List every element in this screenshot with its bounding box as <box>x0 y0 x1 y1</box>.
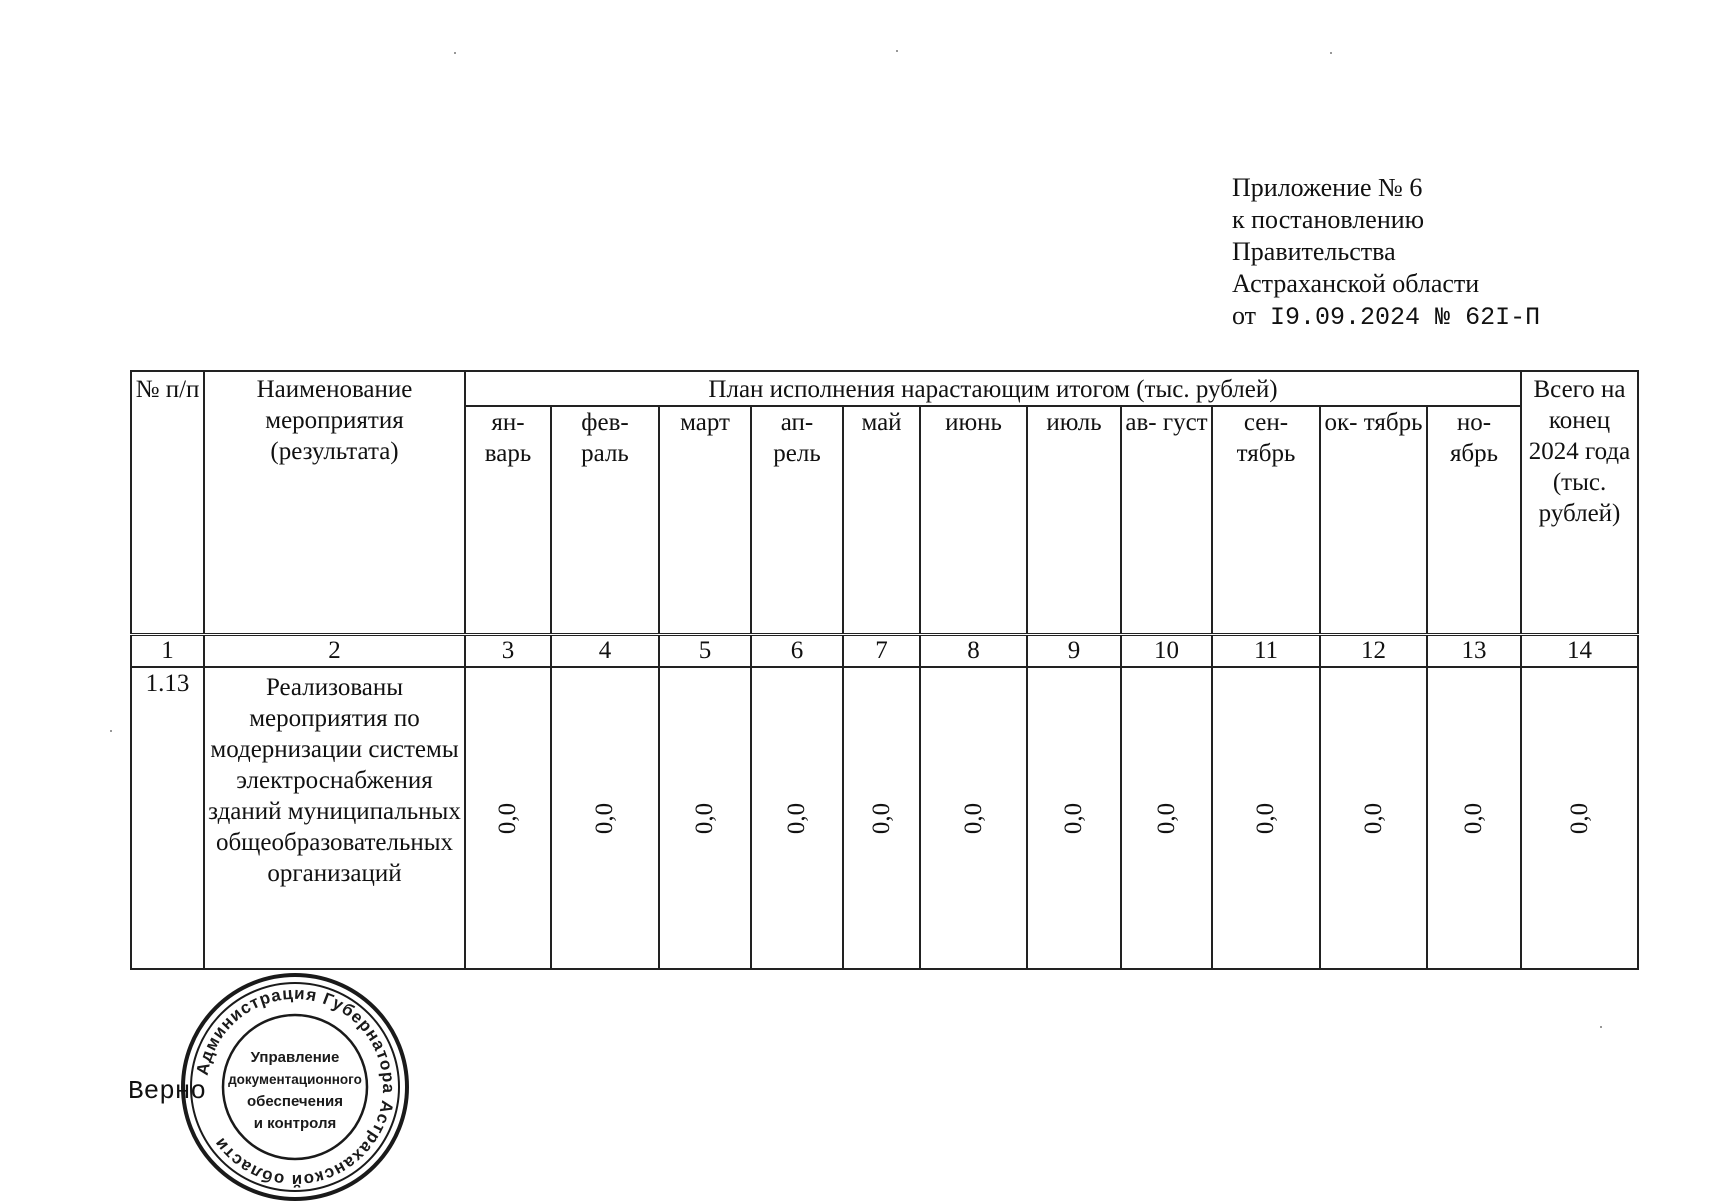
value-cell <box>1427 667 1521 969</box>
plan-table <box>130 370 1639 970</box>
value-text: 0,0 <box>1360 802 1387 834</box>
row-num <box>131 667 204 969</box>
scan-speck <box>1600 1026 1602 1028</box>
scan-speck <box>896 50 898 52</box>
month-label: ап- рель <box>773 409 821 467</box>
column-number-cell: 1 <box>131 635 204 668</box>
header-month-5 <box>920 406 1027 635</box>
month-label: фев- раль <box>581 409 629 467</box>
official-stamp <box>180 972 410 1202</box>
value-cell <box>1027 667 1121 969</box>
value-text: 0,0 <box>868 802 895 834</box>
header-total <box>1521 371 1638 635</box>
value-cell <box>551 667 659 969</box>
column-number-cell: 4 <box>551 635 659 668</box>
header-plan <box>465 371 1521 406</box>
header-month-3 <box>751 406 843 635</box>
value-text: 0,0 <box>783 802 811 834</box>
month-label: ав- густ <box>1125 409 1208 436</box>
header-month-6 <box>1027 406 1121 635</box>
month-label: сен- тябрь <box>1236 409 1296 467</box>
column-number-cell: 11 <box>1212 635 1320 668</box>
total-text: 0,0 <box>1566 802 1594 834</box>
stamp-line-4: и контроля <box>253 1115 337 1132</box>
stamp-line-3: обеспечения <box>246 1093 344 1110</box>
month-label: май <box>861 409 902 436</box>
certification-word: Верно <box>128 1076 207 1106</box>
month-label: ян- варь <box>484 409 532 467</box>
value-cell <box>1320 667 1427 969</box>
stamp-outer-text: Администрация Губернатора Астраханской области <box>192 983 399 1191</box>
stamp-line-1: Управление <box>250 1049 340 1066</box>
value-text: 0,0 <box>1153 802 1180 834</box>
stamp-line-2: документационного <box>228 1072 362 1087</box>
appendix-subtitle-2: Правительства <box>1232 237 1396 266</box>
value-text: 0,0 <box>591 802 619 834</box>
row-num-label: 1.13 <box>145 670 190 697</box>
column-number-cell: 8 <box>920 635 1027 668</box>
column-number-cell: 9 <box>1027 635 1121 668</box>
appendix-title: Приложение № 6 <box>1232 173 1423 202</box>
appendix-subtitle-1: к постановлению <box>1232 205 1425 234</box>
header-month-9 <box>1320 406 1427 635</box>
header-num <box>131 371 204 635</box>
row-name-label: Реализованы мероприятия по модернизации системы электроснабжения зданий муниципальных общеобразовательных организаций <box>208 674 461 887</box>
header-name <box>204 371 465 635</box>
header-num-label: № п/п <box>135 376 200 403</box>
table-row <box>131 667 1638 969</box>
column-number-cell: 7 <box>843 635 920 668</box>
column-number-cell: 6 <box>751 635 843 668</box>
header-month-1 <box>551 406 659 635</box>
header-name-label: Наименование мероприятия (результата) <box>256 376 413 465</box>
scan-speck <box>454 52 456 54</box>
column-number-cell: 14 <box>1521 635 1638 668</box>
header-month-7 <box>1121 406 1212 635</box>
appendix-subtitle-3: Астраханской области <box>1232 269 1480 298</box>
value-cell <box>659 667 751 969</box>
month-label: ок- тябрь <box>1324 409 1423 436</box>
value-cell <box>1121 667 1212 969</box>
column-number-cell: 13 <box>1427 635 1521 668</box>
month-label: июль <box>1046 409 1102 436</box>
column-number-cell: 3 <box>465 635 551 668</box>
scan-speck <box>110 730 112 732</box>
header-month-0 <box>465 406 551 635</box>
value-cell <box>843 667 920 969</box>
column-number-cell: 2 <box>204 635 465 668</box>
value-cell <box>1212 667 1320 969</box>
appendix-date-line <box>1232 300 1540 334</box>
value-cell <box>751 667 843 969</box>
resolution-number: I9.09.2024 № 62I-П <box>1270 303 1541 332</box>
value-text: 0,0 <box>494 802 522 834</box>
value-text: 0,0 <box>1460 802 1488 834</box>
header-plan-label: План исполнения нарастающим итогом (тыс. рублей) <box>708 376 1278 403</box>
row-name <box>204 667 465 969</box>
table-header-row <box>131 371 1638 406</box>
column-number-cell: 10 <box>1121 635 1212 668</box>
header-total-label: Всего на конец 2024 года (тыс. рублей) <box>1528 376 1631 527</box>
header-month-2 <box>659 406 751 635</box>
appendix-header <box>1232 172 1540 334</box>
value-text: 0,0 <box>691 802 719 834</box>
header-month-10 <box>1427 406 1521 635</box>
column-number-cell: 5 <box>659 635 751 668</box>
month-label: июнь <box>945 409 1002 436</box>
header-month-8 <box>1212 406 1320 635</box>
value-cell <box>920 667 1027 969</box>
month-label: март <box>680 409 730 436</box>
column-number-row <box>131 635 1638 668</box>
month-label: но- ябрь <box>1449 409 1499 467</box>
column-number-cell: 12 <box>1320 635 1427 668</box>
value-cell <box>465 667 551 969</box>
total-cell <box>1521 667 1638 969</box>
scan-speck <box>1330 52 1332 54</box>
date-prefix: от <box>1232 301 1257 330</box>
value-text: 0,0 <box>1252 802 1280 834</box>
header-month-4 <box>843 406 920 635</box>
value-text: 0,0 <box>960 802 987 834</box>
value-text: 0,0 <box>1060 802 1088 834</box>
